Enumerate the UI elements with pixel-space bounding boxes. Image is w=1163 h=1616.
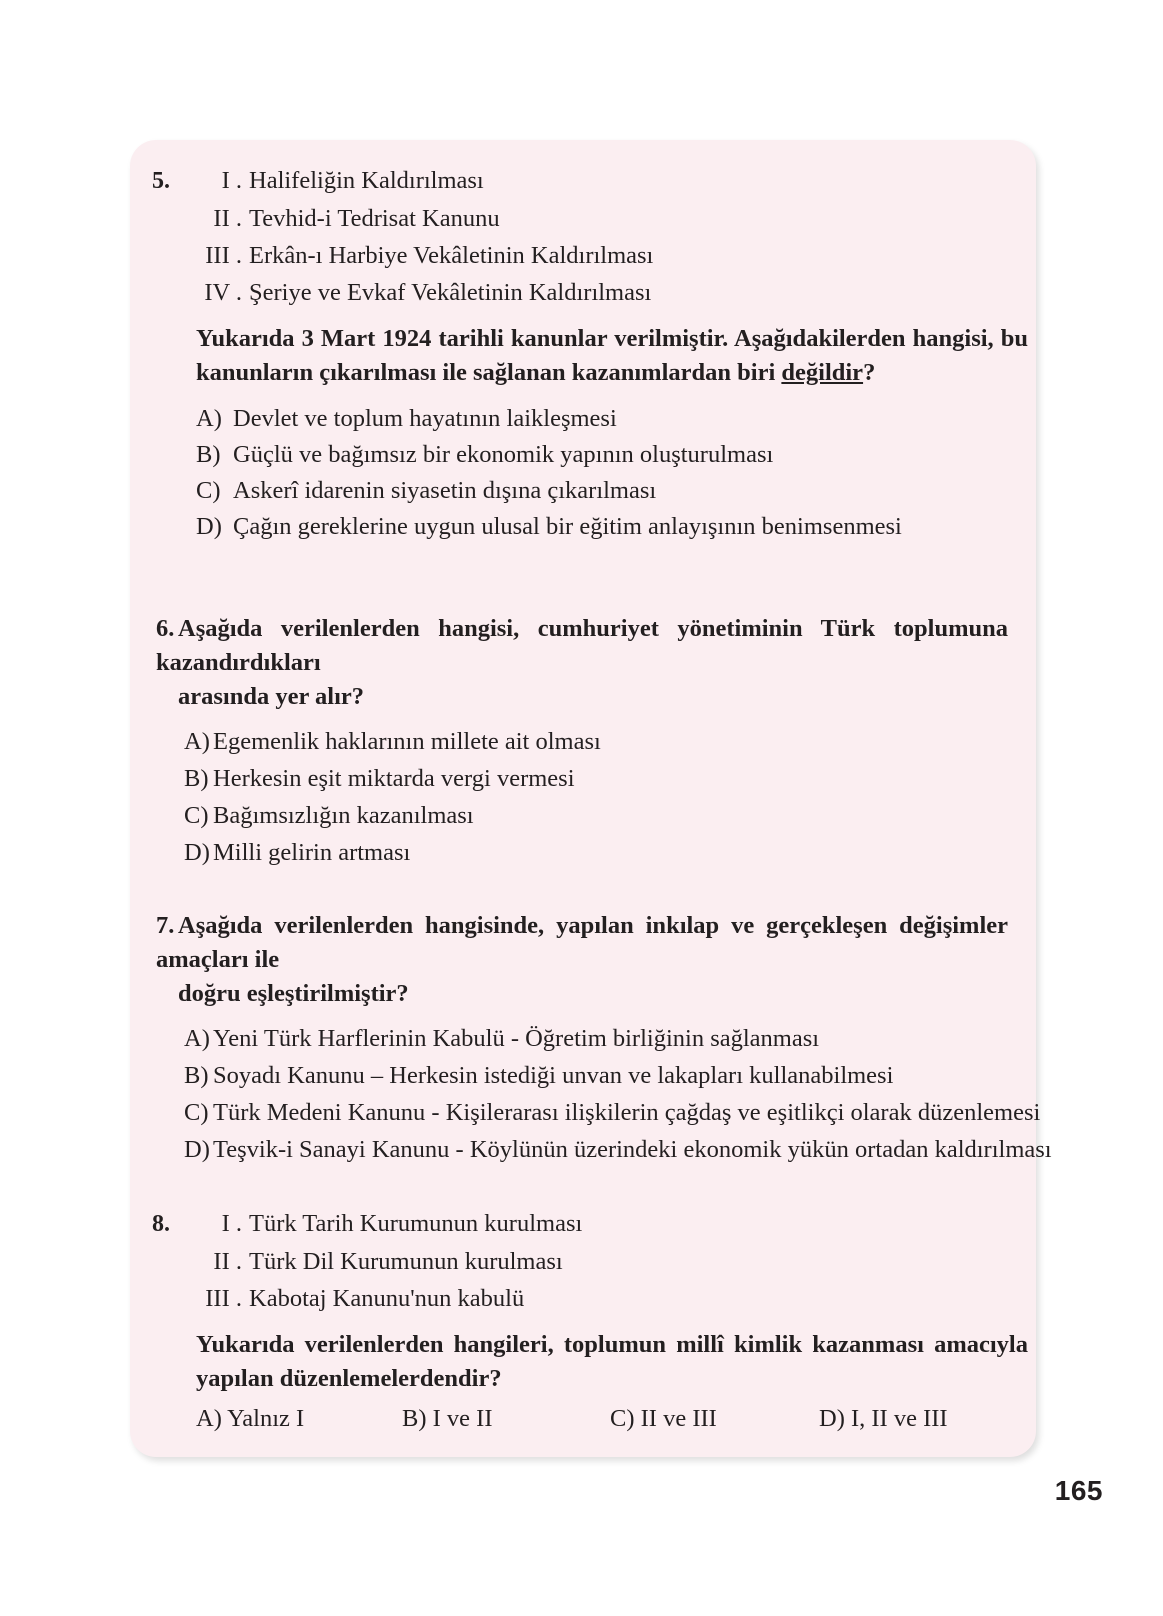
option-label: A) <box>184 1025 210 1052</box>
roman-item-row <box>152 1205 1028 1243</box>
roman-numeral: II . <box>213 205 242 232</box>
roman-item-text: Şeriye ve Evkaf Vekâletinin Kaldırılması <box>249 279 652 306</box>
roman-item-text: Türk Dil Kurumunun kurulması <box>249 1248 563 1275</box>
question-6-stem-line2: arasında yer alır? <box>178 683 365 710</box>
question-card <box>130 140 1052 1457</box>
option-row[interactable] <box>196 509 1028 545</box>
stem-text: Aşağıda verilenlerden hangisi, cumhuriyet yönetiminin Türk toplumuna kazandırdıkları <box>156 615 1008 676</box>
roman-item-row <box>152 274 1028 311</box>
question-8-stem: Yukarıda verilenlerden hangileri, toplumun millî kimlik kazanması amacıyla yapılan düzenlemelerdendir? <box>196 1331 1028 1392</box>
roman-numeral: I . <box>221 167 242 194</box>
question-7-stem-line1 <box>156 909 1008 977</box>
roman-item-row <box>152 1280 1028 1317</box>
option-text: Türk Medeni Kanunu - Kişilerarası ilişkilerin çağdaş ve eşitlikçi olarak düzenlemesi <box>213 1099 1041 1126</box>
option-row[interactable] <box>196 437 1028 473</box>
answer-option-d[interactable]: D) I, II ve III <box>819 1405 948 1432</box>
roman-numeral: IV . <box>204 279 242 306</box>
roman-item-row <box>152 1243 1028 1280</box>
option-row[interactable] <box>196 401 1028 437</box>
question-7 <box>156 909 1052 1168</box>
roman-item-row <box>152 200 1028 237</box>
answer-option-c[interactable]: C) II ve III <box>610 1405 717 1432</box>
question-8 <box>152 1205 1028 1436</box>
question-number-8: 8. <box>152 1211 170 1237</box>
roman-numeral: I . <box>221 1210 242 1237</box>
option-text: Soyadı Kanunu – Herkesin istediği unvan ve lakapları kullanabilmesi <box>213 1062 894 1089</box>
option-row[interactable] <box>184 1131 1052 1168</box>
question-6-stem-line1 <box>156 612 1008 680</box>
question-number-6: 6. <box>156 615 175 642</box>
option-text: Teşvik-i Sanayi Kanunu - Köylünün üzerindeki ekonomik yükün ortadan kaldırılması <box>213 1136 1052 1163</box>
option-row[interactable] <box>184 760 1008 797</box>
option-label: D) <box>196 513 222 540</box>
option-row[interactable] <box>184 723 1008 760</box>
roman-item-text: Halifeliğin Kaldırılması <box>249 167 484 194</box>
question-number-5: 5. <box>152 168 170 194</box>
roman-item-text: Türk Tarih Kurumunun kurulması <box>249 1210 583 1237</box>
option-text: Milli gelirin artması <box>213 839 411 866</box>
roman-item-text: Tevhid-i Tedrisat Kanunu <box>249 205 500 232</box>
roman-numeral: III . <box>205 242 242 269</box>
question-number-7: 7. <box>156 912 175 939</box>
option-text: Çağın gereklerine uygun ulusal bir eğitim anlayışının benimsenmesi <box>233 513 902 540</box>
option-label: D) <box>184 839 210 866</box>
roman-item-text: Kabotaj Kanunu'nun kabulü <box>249 1285 525 1312</box>
option-label: C) <box>184 802 209 829</box>
option-label: C) <box>184 1099 209 1126</box>
question-8-answers-row <box>196 1402 1028 1436</box>
page-number: 165 <box>1054 1475 1103 1506</box>
question-7-stem-line2: doğru eşleştirilmiştir? <box>178 980 409 1007</box>
option-text: Askerî idarenin siyasetin dışına çıkarılması <box>233 477 657 504</box>
option-row[interactable] <box>184 797 1008 834</box>
question-6 <box>156 612 1008 871</box>
option-text: Bağımsızlığın kazanılması <box>213 802 474 829</box>
stem-text-part1: Yukarıda 3 Mart 1924 tarihli kanunlar verilmiştir. Aşağıdakilerden hangisi, bu kanunların çıkarılması ile sağlanan kazanımlardan biri <box>196 325 1028 386</box>
option-label: C) <box>196 477 221 504</box>
roman-item-row <box>152 237 1028 274</box>
stem-text: Aşağıda verilenlerden hangisinde, yapılan inkılap ve gerçekleşen değişimler amaçları ile <box>156 912 1008 973</box>
option-text: Yeni Türk Harflerinin Kabulü - Öğretim birliğinin sağlanması <box>213 1025 820 1052</box>
answer-option-b[interactable]: B) I ve II <box>402 1405 493 1432</box>
option-row[interactable] <box>184 1057 1052 1094</box>
option-row[interactable] <box>196 473 1028 509</box>
roman-numeral: III . <box>205 1285 242 1312</box>
option-label: B) <box>196 441 221 468</box>
option-row[interactable] <box>184 1094 1052 1131</box>
stem-text-part2: ? <box>863 359 876 386</box>
question-5 <box>152 162 1028 545</box>
option-label: B) <box>184 1062 209 1089</box>
option-label: B) <box>184 765 209 792</box>
answer-option-a[interactable]: A) Yalnız I <box>196 1405 305 1432</box>
roman-item-row <box>152 162 1028 200</box>
roman-item-text: Erkân-ı Harbiye Vekâletinin Kaldırılması <box>249 242 654 269</box>
roman-numeral: II . <box>213 1248 242 1275</box>
stem-emphasis-degildir: değildir <box>781 359 864 386</box>
option-text: Güçlü ve bağımsız bir ekonomik yapının oluşturulması <box>233 441 774 468</box>
option-label: D) <box>184 1136 210 1163</box>
option-label: A) <box>196 405 222 432</box>
option-row[interactable] <box>184 834 1008 871</box>
option-text: Devlet ve toplum hayatının laikleşmesi <box>233 405 617 432</box>
question-5-stem <box>196 322 1028 390</box>
option-text: Herkesin eşit miktarda vergi vermesi <box>213 765 575 792</box>
option-label: A) <box>184 728 210 755</box>
option-text: Egemenlik haklarının millete ait olması <box>213 728 601 755</box>
option-row[interactable] <box>184 1020 1052 1057</box>
